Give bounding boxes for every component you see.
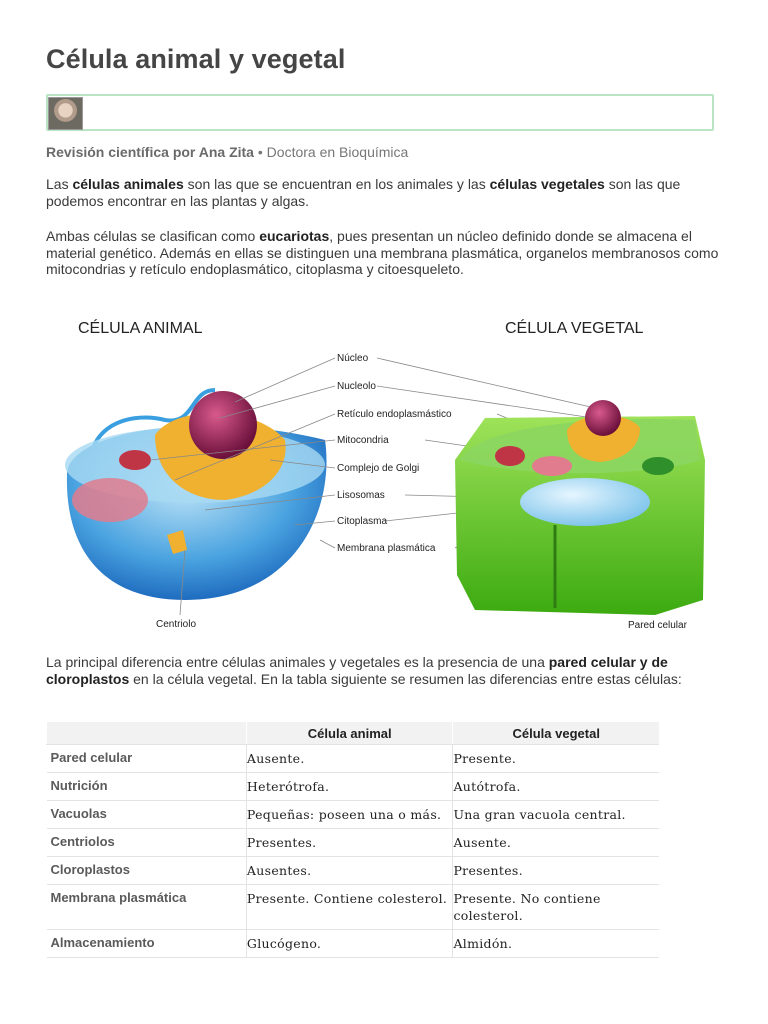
text: en la célula vegetal. En la tabla siguiente se resumen las diferencias entre estas células: [129, 670, 682, 687]
difference-paragraph [46, 654, 722, 687]
text: Las [46, 176, 73, 192]
label-nucleolo: Nucleolo [337, 381, 376, 392]
cell-animal: Ausentes. [246, 857, 453, 885]
bold-text: células vegetales [489, 176, 605, 192]
table-header-row [47, 722, 660, 745]
author-box[interactable] [46, 94, 714, 131]
label-membrana: Membrana plasmática [337, 543, 436, 554]
table-header-plant: Célula vegetal [453, 722, 659, 745]
comparison-table [46, 722, 659, 958]
intro-paragraph [46, 176, 722, 209]
cell-plant: Una gran vacuola central. [453, 801, 659, 829]
cell-animal: Pequeñas: poseen una o más. [246, 801, 453, 829]
animal-er [72, 478, 148, 522]
reviewer-name[interactable]: Revisión científica por Ana Zita [46, 144, 254, 160]
label-pared-celular: Pared celular [628, 620, 687, 631]
table-row [47, 930, 660, 958]
cell-plant: Presentes. [453, 857, 659, 885]
cell-animal: Glucógeno. [246, 930, 453, 958]
animal-cell-title: CÉLULA ANIMAL [78, 320, 203, 337]
cell-animal: Presente. Contiene colesterol. [246, 885, 453, 930]
plant-nucleus [585, 400, 621, 436]
text: , pues presentan un núcleo definido donde se almacena el material genético. Además en ellas se distinguen una membrana plasmática, organelos membranosos como mitocondrias y retículo endoplasmático, citoplasma y citoesqueleto. [46, 228, 719, 277]
row-header: Cloroplastos [47, 857, 247, 885]
label-centriolo: Centriolo [156, 619, 197, 630]
cell-plant: Autótrofa. [453, 773, 659, 801]
table-row [47, 857, 660, 885]
text: son las que podemos encontrar en las plantas y algas. [46, 176, 681, 209]
row-header: Almacenamiento [47, 930, 247, 958]
text: La principal diferencia entre células animales y vegetales es la presencia de una [46, 654, 549, 670]
animal-mitochondrion [119, 450, 151, 470]
table-row [47, 801, 660, 829]
review-separator: • [253, 144, 267, 160]
animal-cell [65, 390, 326, 600]
page-title: Célula animal y vegetal [46, 44, 346, 74]
reviewer-role: Doctora en Bioquímica [266, 144, 409, 160]
animal-nucleus [189, 391, 257, 459]
text: Ambas células se clasifican como [46, 228, 260, 244]
label-golgi: Complejo de Golgi [337, 463, 420, 474]
label-mitocondria: Mitocondria [337, 435, 389, 446]
cell-plant: Presente. No contiene colesterol. [453, 885, 659, 930]
plant-er [532, 456, 572, 476]
table-row [47, 829, 660, 857]
row-header: Membrana plasmática [47, 885, 247, 930]
review-line [46, 144, 408, 160]
row-header: Centriolos [47, 829, 247, 857]
label-nucleo: Núcleo [337, 353, 369, 364]
plant-mitochondrion [495, 446, 525, 466]
text: son las que se encuentran en los animales y las [183, 176, 490, 192]
plant-cell [455, 400, 705, 615]
row-header: Vacuolas [47, 801, 247, 829]
author-avatar[interactable] [48, 97, 83, 130]
label-reticulo: Retículo endoplasmástico [337, 409, 452, 420]
cell-plant: Presente. [453, 745, 659, 773]
bold-text: eucariotas [259, 228, 330, 244]
cell-plant: Ausente. [453, 829, 659, 857]
table-row [47, 885, 660, 930]
plant-chloroplast [642, 457, 674, 475]
cell-diagram [55, 310, 715, 640]
bold-text: pared celular y de cloroplastos [46, 654, 668, 687]
row-header: Nutrición [47, 773, 247, 801]
table-row [47, 745, 660, 773]
row-header: Pared celular [47, 745, 247, 773]
cell-plant: Almidón. [453, 930, 659, 958]
bold-text: células animales [72, 176, 184, 192]
plant-cell-title: CÉLULA VEGETAL [505, 320, 644, 337]
cell-diagram-svg [55, 310, 715, 640]
label-citoplasma: Citoplasma [337, 516, 388, 527]
eukaryote-paragraph [46, 228, 722, 278]
cell-animal: Heterótrofa. [246, 773, 453, 801]
table-row [47, 773, 660, 801]
table-header-animal: Célula animal [246, 722, 453, 745]
cell-animal: Ausente. [246, 745, 453, 773]
label-lisosomas: Lisosomas [337, 490, 385, 501]
cell-animal: Presentes. [246, 829, 453, 857]
plant-vacuole [520, 478, 650, 526]
table-header-empty [47, 722, 247, 745]
